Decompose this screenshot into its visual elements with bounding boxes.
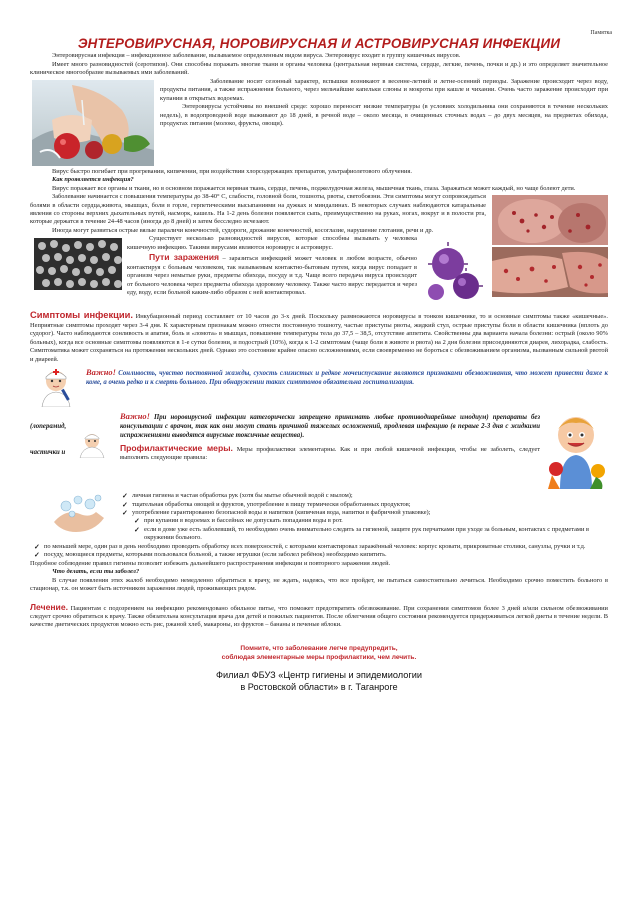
important-2-left-2: частички и [30,449,66,457]
prevention-title: Профилактические меры. [120,443,233,454]
transmission-text: – заразиться инфекцией может человек в любом возрасте, обычно контактируя с больным человеком, так называемым контактно-бытовым путем, когда вирус попадает в организм через немытые руки, предметы обихода, посуду и т.д. Чаще всего передача вируса происходит от больного человека через предметы обихода здоровому человеку. Также часто вирус передается и через еду, воду, если больной каким-либо образом с ней контактировал. [127,255,418,297]
symptoms-title: Симптомы инфекции. [30,309,134,321]
important-2-text-2: имодиум) препараты без консультации с врачом, так как они могут стать причиной тяжелых осложнений, продлевая инфекцию (в первые 2-3 дня с жидкими испражнениями выводятся вирусные [120,414,540,440]
symptoms-paragraph [30,309,608,364]
prevention-item: ✓ личная гигиена и частая обработка рук (хотя бы мытье обычной водой с мылом); [122,492,608,500]
intro-paragraph-4: Энтеровирусы устойчивы во внешней среде: хорошо переносят низкие температуры (в условиях холодильника они сохраняются в течение нескольких недель), в водопроводной воде выживают до 18 дней, в речной воде – около месяца, в очищенных сточных водах – до двух месяцев, на предметах обихода, продуктах питания (молоко, фрукты, овощи). [160,103,608,128]
important-2-text-3: токсичные вещества). [235,432,305,440]
prevention-intro-paragraph [120,443,540,463]
footer-line-2: в Ростовской области» в г. Таганроге [240,682,398,693]
prevention-item: ✓ употребление гарантированно безопасной воды и напитков (кипяченая вода, напитки в фабричной упаковке); [122,509,608,517]
manifestation-paragraph-2: Заболевание начинается с повышения температуры до 38-40° С, слабости, головной боли, тошноты, рвоты, светобоязни. Эти симптомы могут сопровождаться болями в области сердца,живота, мышцах, боли в горле, герпетическими высыпаниями на дужках и миндалинах. В некоторых случаях наблюдаются катаральные явления со стороны верхних дыхательных путей, насморк, кашель. На 1-2 день болезни появляется сыпь, преимущественно на руках, ногах, вокруг и в полости рта, которые держатся в течение 24-48 часов (иногда до 8 дней) и затем бесследно исчезают. [30,193,486,226]
prevention-item: ✓ тщательная обработка овощей и фруктов, употребление в пищу термически обработанных продуктов; [122,501,608,509]
intro-paragraph-3: Заболевание носит сезонный характер, вспышки возникают в весенне-летний и летне-осенний периоды. Заражение происходит через воду, продукты питания, а также испражнения больного, через мельчайшие капельки слюны и мокроты при кашле и чихании. Очень часто заражение происходит при купании в открытых водоемах. [160,77,608,102]
prevention-item: ✓ по меньшей мере, один раз в день необходимо проводить обработку всех поверхностей, с которыми контактировал заражённый человек: корпус кровати, прикроватные столики, санузлы, ручки и т.д. [34,543,608,551]
virus-micrograph [34,238,122,290]
rash-photos [492,195,608,297]
treatment-paragraph [30,602,608,630]
manifestation-paragraph-3: Иногда могут развиться острые вялые параличи конечностей, судороги, дрожание конечностей, косоглазие, нарушение глотания, речи и др. [52,226,434,234]
washing-vegetables-photo [32,80,154,166]
rash-photo-hands [492,247,608,297]
rash-photo-face [492,195,608,245]
prevention-intro: Меры профилактики элементарны. Как и при любой кишечной инфекции, чтобы не заболеть, следует выполнять следующие правила: [120,446,540,462]
reminder-line-1: Помните, что заболевание легче предупредить, [240,644,398,652]
leaflet-label: Памятка [590,30,612,36]
hand-washing-illustration [50,492,108,538]
manifestation-heading: Как проявляется инфекция? [52,176,134,184]
important-block-1 [30,367,608,407]
treatment-text: Пациентам с подозрением на инфекцию рекомендовано обильное питье, что поможет предотвратить обезвоживание. При сохранении симптомов более 3 дней и/или сильном обезвоживании следует срочно обратиться к врачу. Также обязательна консультация врача для детей и пожилых пациентов. После облегчения общего состояния рекомендуется придерживаться легкой диеты в течение недели. В качестве диетических продуктов можно есть рис, ржаной хлеб, макароны, из фруктов – бананы и печеные яблоки. [30,604,608,629]
important-2-left-1: (лоперамид, [30,423,67,431]
prevention-list-block [30,492,608,543]
intro-paragraph-5: Вирус быстро погибает при прогревании, кипячении, при воздействии хлорсодержащих препаратов, ультрафиолетового облучения. [52,167,412,175]
prevention-subitem: ✓ если в доме уже есть заболевший, то необходимо очень внимательно следить за гигиеной, защите рук перчатками при уходе за больным, контактах с предметами в окружении больного. [134,526,608,543]
important-1-text: Сонливость, чувство постоянной жажды, сухость слизистых и редкое мочеиспускание являются признаками обезвоживания, что может привести даже к коме, а очень редко и к смерть больного. При обнаружении таких симптомов обязательна госпитализация. [86,370,608,387]
reminder-line-2: соблюдая элементарные меры профилактики, чем лечить. [221,654,417,662]
prevention-sublist [134,517,608,542]
important-2-body [120,411,540,463]
important-1-paragraph [30,367,608,388]
virus-3d-illustration [422,238,486,308]
prevention-subitem: ✓ при купании в водоемах и бассейнах не допускать попадания воды в рот. [134,517,608,525]
intro-paragraph-2: Имеет много разновидностей (серотипов). Они способны поражать многие ткани и органы человека (центральная нервная система, сердце, легкие, печень, почки и др.) и это определяет значительное клиническое многообразие вызываемых ими заболеваний. [30,60,608,77]
transmission-title: Пути заражения [149,252,219,263]
important-2-paragraph [120,411,540,441]
boy-with-vegetables-illustration [546,411,608,491]
noro-intro: Существует несколько разновидностей вирусов, которые способны вызывать у человека кишечную инфекцию. Такими вирусами являются норовирус и астровирус. [127,235,417,251]
important-2-label: Важно! [120,412,150,422]
footer-organization [30,670,608,694]
prevention-list [122,492,608,517]
doctor-illustration-1 [34,367,78,407]
prevention-list-2 [34,543,608,560]
important-block-2 [30,411,608,491]
doctor-illustration-2 [74,432,110,458]
what-to-do-text: В случае появления этих жалоб необходимо немедленно обратиться к врачу, не ждать, надеясь, что все пройдет, не пытаться самостоятельно лечиться. Необходимо срочно поместить больного в стационар, т.к. он может быть источником заражения людей, проживающих рядом. [30,576,608,593]
footer-line-1: Филиал ФБУЗ «Центр гигиены и эпидемиологии [216,670,422,681]
treatment-title: Лечение. [30,601,69,612]
reminder-note [30,644,608,662]
manifestation-paragraph-1: Вирус поражает все органы и ткани, но в основном поражается нервная ткань, сердце, печень, поджелудочная железа, мышечная ткань, глаза. Заражаться может каждый, но чаще болеют дети. [52,184,576,192]
what-to-do-heading: Что делать, если ты заболел? [52,568,140,576]
important-2-left-column [30,411,114,458]
symptoms-text: Инкубационный период составляет от 10 часов до 3-х дней. Поскольку размножаются норовирусы в тонком кишечнике, то и основные симптомы также «кишечные». Неприятные симптомы проходят через 3-4 дня. К характерным признакам можно отнести постоянную тошноту, частые приступы рвоты, жидкий стул, острые приступы боли в области кишечника (вплоть до судорог). Часто наблюдаются сонливость и апатия, боль и «ломота» в мышцах, повышение температуры тела до 37,5 – 38,5, отсутствие аппетита. Свойственны два варианта начала болезни: острый (около 90% больных), когда все основные симптомы появляются в 1-е сутки болезни, и подострый (10%), когда к 1-2 симптомам (чаще боли в животе и рвота) на 2 дня болезни присоединяются диарея, лихорадка, слабость. Симптоматика может сохраняться на протяжении нескольких дней. Однако это состояние крайне опасно осложнениями, если своевременно не бороться с обезвоживанием организма, вызванным сильной рвотой и диареей. [30,313,608,363]
important-1-label: Важно! [86,368,116,378]
page-title: ЭНТЕРОВИРУСНАЯ, НОРОВИРУСНАЯ И АСТРОВИРУСНАЯ ИНФЕКЦИИ [77,36,561,51]
prevention-item: ✓ посуду, моющиеся предметы, которыми пользовался больной, а также игрушки (если заболел ребёнок) необходимо кипятить. [34,551,608,559]
prevention-outro: Подобное соблюдение правил гигиены позволит избежать дальнейшего распространения инфекции и повторного заражения людей. [30,559,391,567]
intro-paragraph-1: Энтеровирусная инфекция – инфекционное заболевание, вызываемое определенным видом вируса. Энтеровирус входит в группу кишечных вирусов. [52,52,461,60]
important-2-text: При норовирусной инфекции категорически запрещено принимать любые противодиарейные [153,414,456,422]
